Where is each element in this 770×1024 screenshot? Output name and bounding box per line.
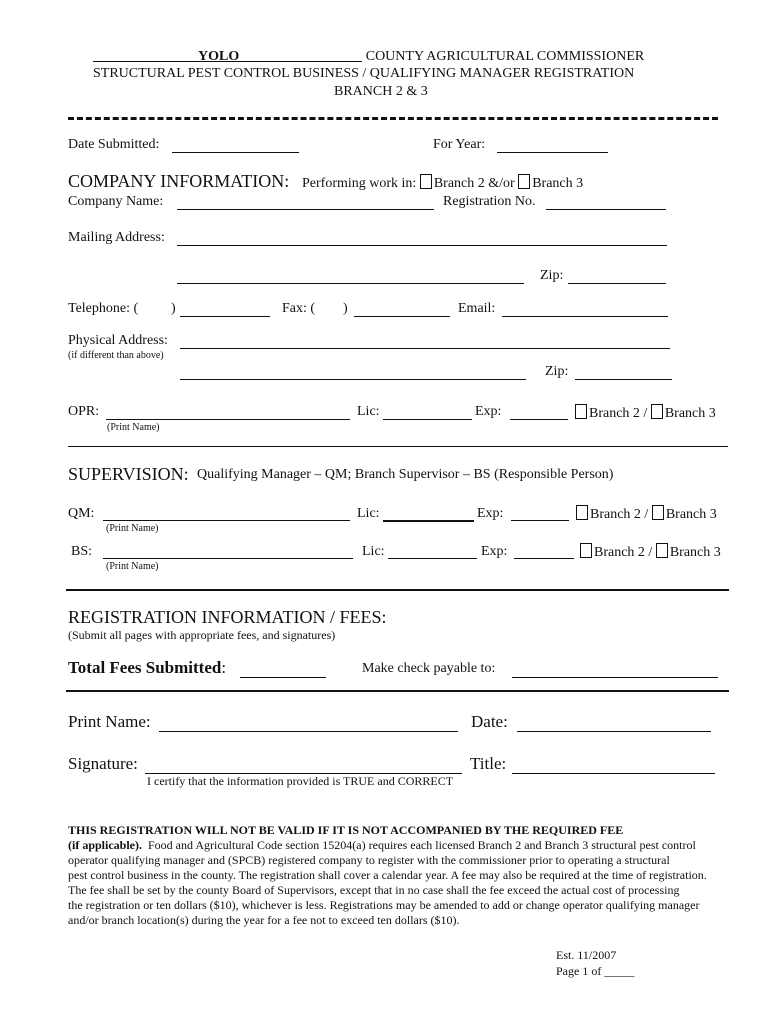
fax-field[interactable] bbox=[354, 316, 450, 317]
section-divider-2 bbox=[66, 589, 729, 591]
email-label: Email: bbox=[458, 301, 496, 316]
mailing-address-label: Mailing Address: bbox=[68, 230, 165, 245]
email-field[interactable] bbox=[502, 316, 668, 317]
header-county-suffix: COUNTY AGRICULTURAL COMMISSIONER bbox=[365, 49, 645, 64]
qm-lic-field[interactable] bbox=[383, 520, 474, 522]
mailing-zip-field[interactable] bbox=[568, 283, 666, 284]
date-submitted-field[interactable] bbox=[172, 152, 299, 153]
section-divider-3 bbox=[66, 690, 729, 692]
branch3-label: Branch 3 bbox=[532, 176, 584, 191]
notice-bold-prefix: (if applicable). bbox=[68, 838, 142, 852]
qm-print-name-note: (Print Name) bbox=[106, 523, 159, 534]
opr-branch3-label: Branch 3 bbox=[664, 406, 716, 421]
notice-block bbox=[68, 823, 748, 928]
bs-branch2-label: Branch 2 / bbox=[594, 545, 653, 560]
header-line-2: STRUCTURAL PEST CONTROL BUSINESS / QUALIFYING MANAGER REGISTRATION bbox=[93, 66, 635, 81]
notice-line-1 bbox=[68, 838, 748, 853]
registration-note: (Submit all pages with appropriate fees, and signatures) bbox=[68, 628, 336, 642]
qm-lic-label: Lic: bbox=[357, 506, 380, 521]
opr-name-field[interactable] bbox=[106, 419, 350, 420]
qm-branch-options bbox=[576, 505, 717, 523]
opr-branch2-label: Branch 2 / bbox=[589, 406, 648, 421]
bs-lic-field[interactable] bbox=[388, 558, 477, 559]
notice-line-2: operator qualifying manager and (SPCB) registered company to register with the commissioner prior to operating a structural bbox=[68, 853, 670, 867]
date-field[interactable] bbox=[517, 731, 711, 732]
bs-label: BS: bbox=[71, 544, 93, 559]
physical-zip-label: Zip: bbox=[545, 364, 569, 379]
header-line-1 bbox=[93, 47, 644, 65]
performing-label: Performing work in: bbox=[302, 176, 417, 191]
fax-label: Fax: ( bbox=[282, 301, 316, 316]
notice-line-5: the registration or ten dollars ($10), whichever is less. Registrations may be amended to add or change operator qualifying manager bbox=[68, 898, 700, 912]
qm-branch2-label: Branch 2 / bbox=[590, 507, 649, 522]
company-info-heading: COMPANY INFORMATION: bbox=[68, 171, 290, 191]
qm-branch2-checkbox[interactable] bbox=[576, 505, 588, 520]
qm-name-field[interactable] bbox=[103, 520, 350, 521]
opr-lic-label: Lic: bbox=[357, 404, 380, 419]
for-year-label: For Year: bbox=[433, 137, 486, 152]
opr-print-name-note: (Print Name) bbox=[107, 422, 160, 433]
bs-exp-label: Exp: bbox=[481, 544, 508, 559]
registration-no-field[interactable] bbox=[546, 209, 666, 210]
bs-lic-label: Lic: bbox=[362, 544, 385, 559]
physical-address-line2-field[interactable] bbox=[180, 379, 526, 380]
mailing-address-field[interactable] bbox=[177, 245, 667, 246]
for-year-field[interactable] bbox=[497, 152, 608, 153]
bs-print-name-note: (Print Name) bbox=[106, 561, 159, 572]
andor-label: &/or bbox=[488, 176, 515, 191]
supervision-heading: SUPERVISION: bbox=[68, 464, 189, 484]
branch2-label: Branch 2 bbox=[433, 176, 485, 191]
total-fees-label: Total Fees Submitted bbox=[68, 658, 222, 677]
physical-zip-field[interactable] bbox=[575, 379, 672, 380]
opr-branch-options bbox=[575, 404, 716, 422]
total-fees-row bbox=[68, 658, 226, 678]
registration-heading: REGISTRATION INFORMATION / FEES: bbox=[68, 607, 387, 627]
date-submitted-label: Date Submitted: bbox=[68, 137, 160, 152]
branch3-checkbox[interactable] bbox=[518, 174, 530, 189]
opr-lic-field[interactable] bbox=[383, 419, 472, 420]
bs-branch3-checkbox[interactable] bbox=[656, 543, 668, 558]
mailing-zip-label: Zip: bbox=[540, 268, 564, 283]
certify-text: I certify that the information provided is TRUE and CORRECT bbox=[147, 774, 454, 788]
mailing-address-line2-field[interactable] bbox=[177, 283, 524, 284]
bs-branch-options bbox=[580, 543, 721, 561]
page-number: Page 1 of _____ bbox=[556, 964, 635, 978]
county-name: YOLO bbox=[198, 49, 240, 64]
total-fees-colon: : bbox=[221, 658, 227, 677]
section-divider-1 bbox=[68, 446, 728, 447]
qm-branch3-label: Branch 3 bbox=[665, 507, 717, 522]
notice-line-3: pest control business in the county. The registration shall cover a calendar year. A fee may also be required at the time of registration. bbox=[68, 868, 707, 882]
title-label: Title: bbox=[470, 754, 507, 773]
supervision-subheading: Qualifying Manager – QM; Branch Supervisor – BS (Responsible Person) bbox=[197, 467, 614, 482]
total-fees-field[interactable] bbox=[240, 677, 326, 678]
opr-label: OPR: bbox=[68, 404, 100, 419]
registration-no-label: Registration No. bbox=[443, 194, 536, 209]
header-dashed-divider bbox=[68, 117, 718, 120]
opr-exp-label: Exp: bbox=[475, 404, 502, 419]
header-line-3: BRANCH 2 & 3 bbox=[334, 84, 428, 99]
telephone-paren-close: ) bbox=[171, 301, 176, 316]
print-name-field[interactable] bbox=[159, 731, 458, 732]
date-label: Date: bbox=[471, 712, 508, 731]
qm-label: QM: bbox=[68, 506, 95, 521]
qm-branch3-checkbox[interactable] bbox=[652, 505, 664, 520]
physical-address-field[interactable] bbox=[180, 348, 670, 349]
fax-paren-close: ) bbox=[343, 301, 348, 316]
qm-exp-label: Exp: bbox=[477, 506, 504, 521]
notice-line-4: The fee shall be set by the county Board of Supervisors, except that in no case shall the fee exceed the actual cost of processing bbox=[68, 883, 680, 897]
bs-branch2-checkbox[interactable] bbox=[580, 543, 592, 558]
physical-address-note: (if different than above) bbox=[68, 350, 164, 361]
established-date: Est. 11/2007 bbox=[556, 948, 617, 962]
opr-exp-field[interactable] bbox=[510, 419, 568, 420]
branch2-checkbox[interactable] bbox=[420, 174, 432, 189]
print-name-label: Print Name: bbox=[68, 712, 151, 731]
physical-address-label: Physical Address: bbox=[68, 333, 168, 348]
company-name-label: Company Name: bbox=[68, 194, 164, 209]
telephone-field[interactable] bbox=[180, 316, 270, 317]
performing-work-row bbox=[302, 174, 583, 192]
telephone-label: Telephone: ( bbox=[68, 301, 139, 316]
qm-exp-field[interactable] bbox=[511, 520, 569, 521]
company-name-field[interactable] bbox=[177, 209, 434, 210]
notice-line-6: and/or branch location(s) during the year for a fee not to exceed ten dollars ($10). bbox=[68, 913, 460, 927]
notice-line-1-text: Food and Agricultural Code section 15204(a) requires each licensed Branch 2 and Branch 3 structural pest control bbox=[148, 838, 696, 852]
bs-branch3-label: Branch 3 bbox=[669, 545, 721, 560]
signature-label: Signature: bbox=[68, 754, 138, 773]
bs-exp-field[interactable] bbox=[514, 558, 574, 559]
title-field[interactable] bbox=[512, 773, 715, 774]
check-payable-field[interactable] bbox=[512, 677, 718, 678]
check-payable-label: Make check payable to: bbox=[362, 661, 496, 676]
bs-name-field[interactable] bbox=[103, 558, 353, 559]
opr-branch2-checkbox[interactable] bbox=[575, 404, 587, 419]
opr-branch3-checkbox[interactable] bbox=[651, 404, 663, 419]
notice-bold-line: THIS REGISTRATION WILL NOT BE VALID IF IT IS NOT ACCOMPANIED BY THE REQUIRED FEE bbox=[68, 823, 624, 837]
